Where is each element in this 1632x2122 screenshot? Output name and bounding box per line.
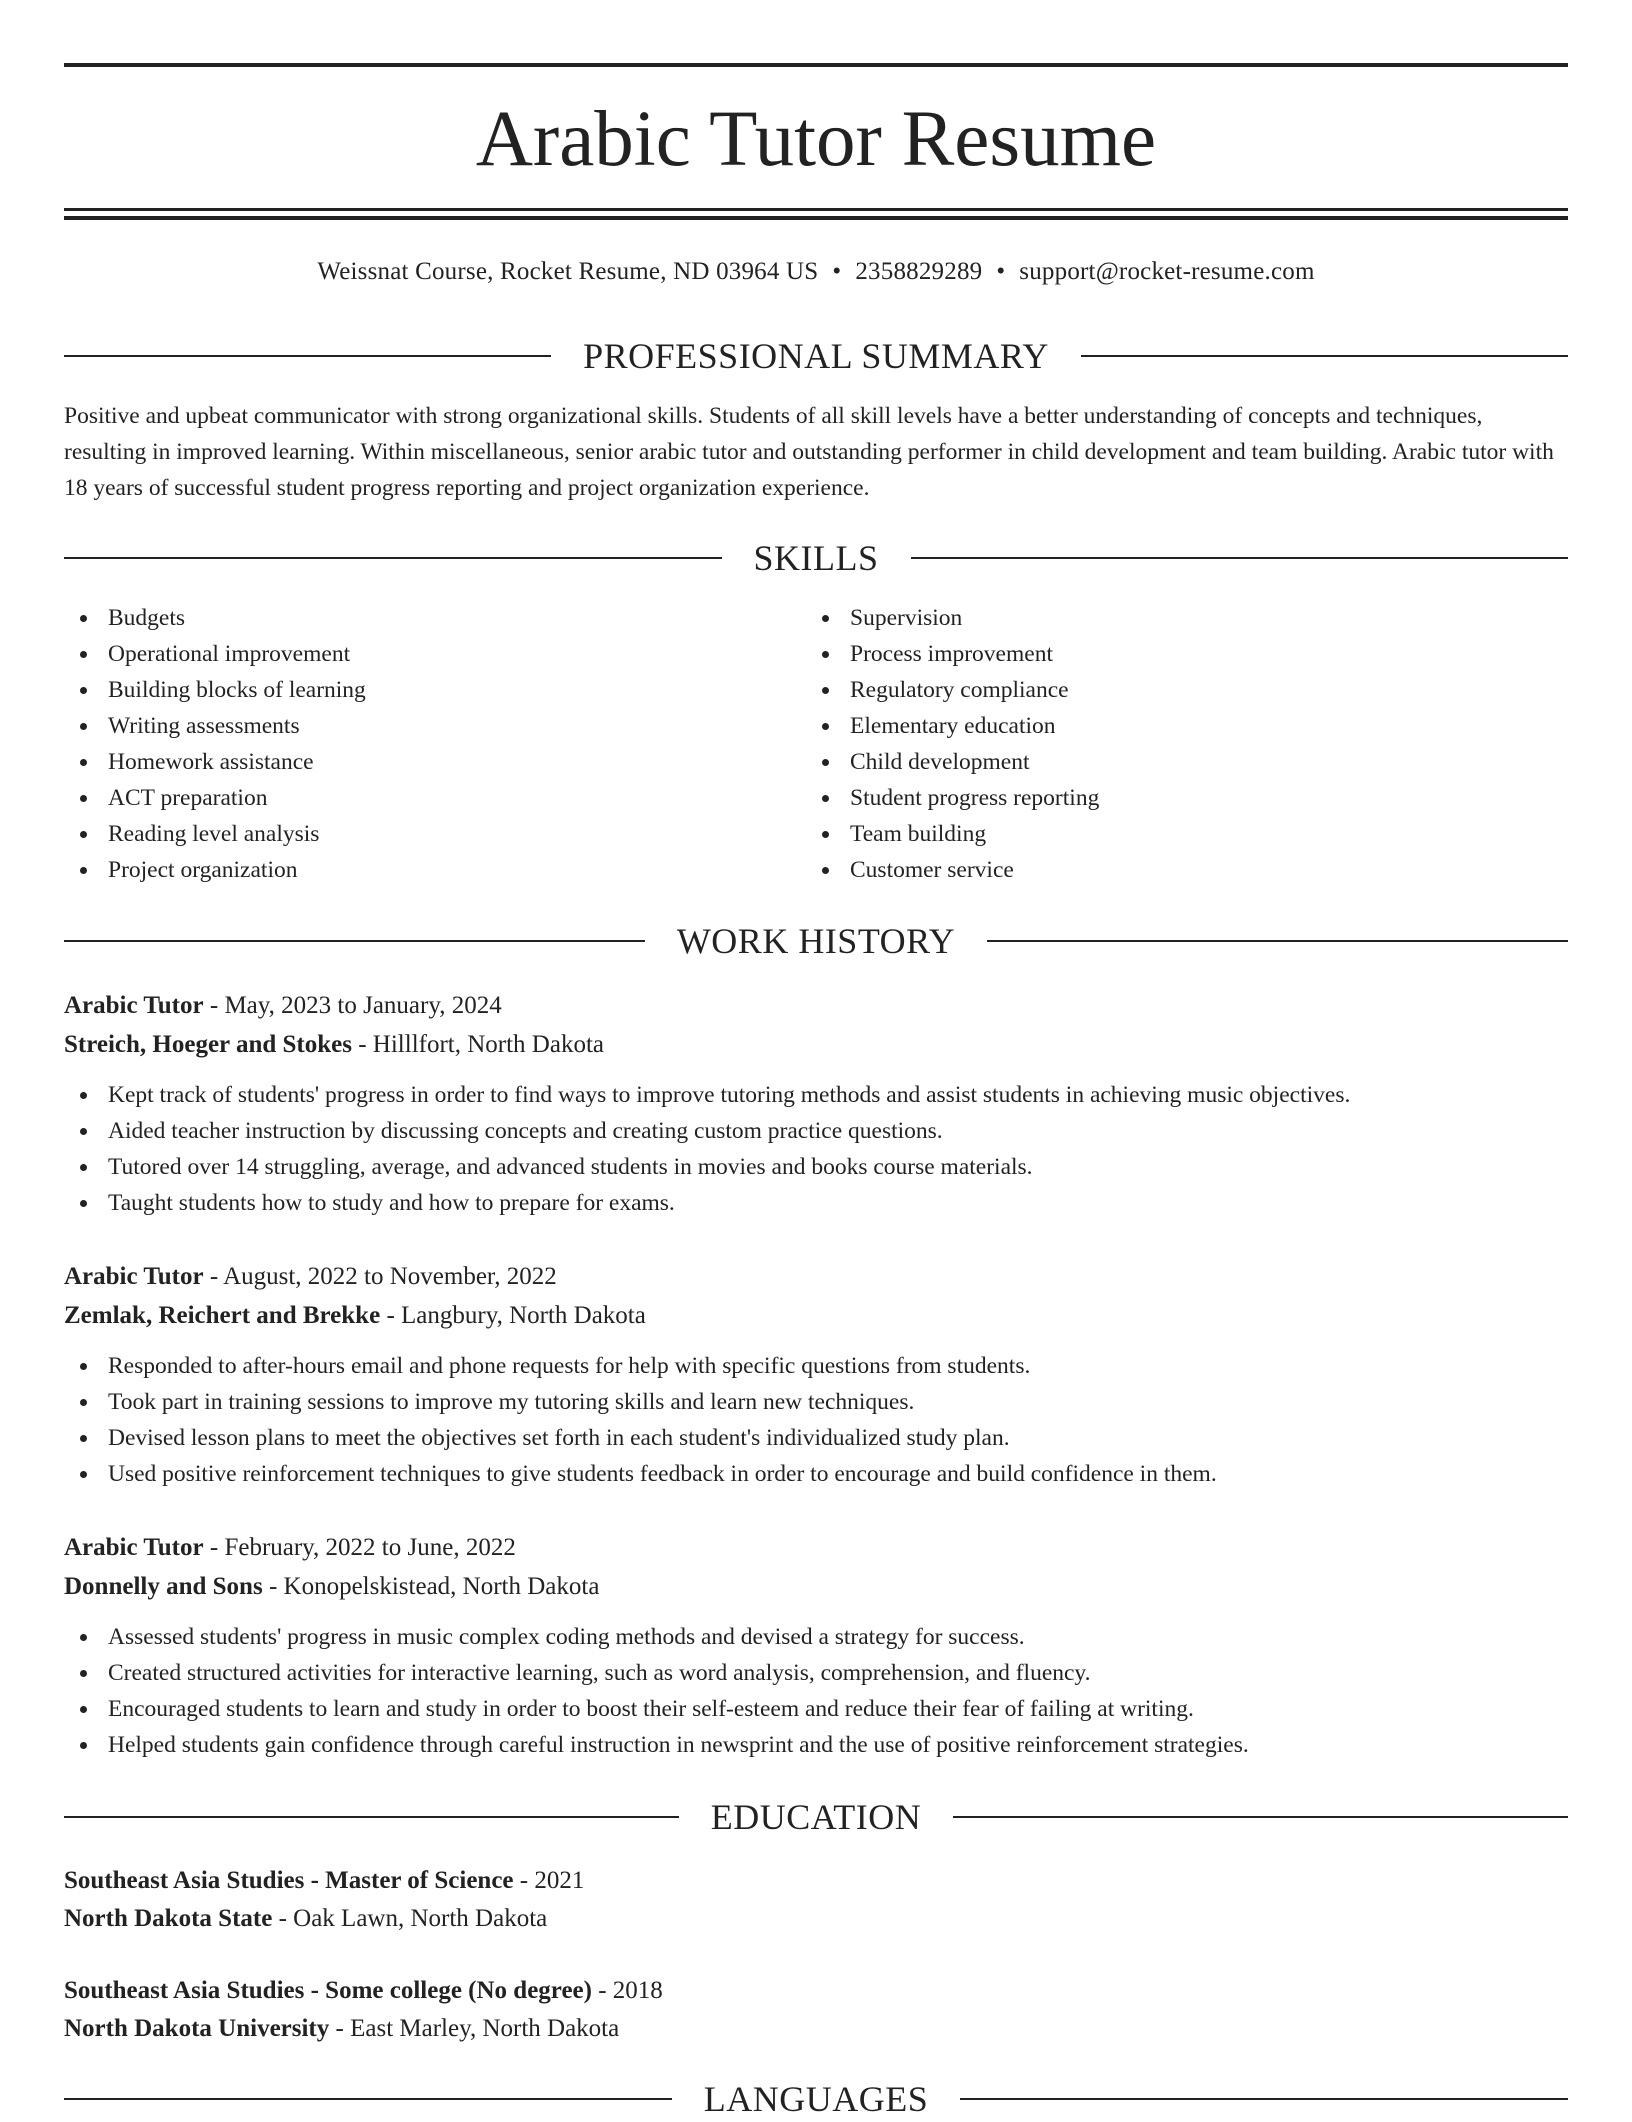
summary-heading-label: PROFESSIONAL SUMMARY (583, 336, 1049, 376)
job-title-row: Arabic Tutor - February, 2022 to June, 2022 (64, 1534, 516, 1561)
skill-item: Project organization (64, 852, 806, 888)
job-company-row: Zemlak, Reichert and Brekke - Langbury, North Dakota (64, 1302, 646, 1329)
education-year: 2018 (612, 1977, 663, 2004)
contact-address: Weissnat Course, Rocket Resume, ND 03964 US (317, 258, 819, 285)
skills-column-left (64, 600, 806, 888)
job-title: Arabic Tutor (64, 1534, 204, 1561)
education-year: 2021 (534, 1867, 585, 1894)
skills-list (64, 600, 1568, 888)
skill-item: Student progress reporting (806, 780, 1548, 816)
job-title: Arabic Tutor (64, 1263, 204, 1290)
contact-line (64, 254, 1568, 290)
contact-separator: • (832, 258, 842, 285)
skills-heading (64, 535, 1568, 581)
job-company: Donnelly and Sons (64, 1573, 263, 1600)
education-heading-label: EDUCATION (710, 1797, 922, 1837)
skill-item: Team building (806, 816, 1548, 852)
education-school: North Dakota University (64, 2015, 330, 2042)
skill-item: Elementary education (806, 708, 1548, 744)
education-school-row: North Dakota University - East Marley, North Dakota (64, 2015, 620, 2042)
education-degree: Southeast Asia Studies - Master of Science (64, 1867, 514, 1894)
skill-item: Customer service (806, 852, 1548, 888)
resume-title: Arabic Tutor Resume (475, 96, 1157, 183)
job-bullet: Encouraged students to learn and study in order to boost their self-esteem and reduce their fear of failing at writing. (64, 1691, 1568, 1727)
skills-heading-label: SKILLS (753, 538, 879, 578)
top-rule (64, 63, 1568, 67)
job-bullet: Tutored over 14 struggling, average, and advanced students in movies and books course materials. (64, 1149, 1568, 1185)
job-bullet: Used positive reinforcement techniques to give students feedback in order to encourage and build confidence in them. (64, 1456, 1568, 1492)
skill-item: Writing assessments (64, 708, 806, 744)
heading-rule (953, 1816, 1568, 1818)
job-bullet: Responded to after-hours email and phone requests for help with specific questions from students. (64, 1348, 1568, 1384)
job-title-row: Arabic Tutor - August, 2022 to November, 2022 (64, 1263, 557, 1290)
skill-item: Supervision (806, 600, 1548, 636)
job-bullet: Aided teacher instruction by discussing concepts and creating custom practice questions. (64, 1113, 1568, 1149)
heading-rule (64, 940, 645, 942)
skill-item: ACT preparation (64, 780, 806, 816)
heading-rule (64, 2098, 672, 2100)
job-company-row: Streich, Hoeger and Stokes - Hilllfort, North Dakota (64, 1031, 604, 1058)
skill-item: Building blocks of learning (64, 672, 806, 708)
education-location: East Marley, North Dakota (350, 2015, 620, 2042)
work-heading (64, 918, 1568, 964)
job-bullet: Taught students how to study and how to prepare for exams. (64, 1185, 1568, 1221)
job-location: Hilllfort, North Dakota (372, 1031, 604, 1058)
summary-heading (64, 333, 1568, 379)
education-heading (64, 1794, 1568, 1840)
education-school-row: North Dakota State - Oak Lawn, North Dakota (64, 1905, 548, 1932)
job-entry (64, 1528, 1568, 1763)
education-location: Oak Lawn, North Dakota (293, 1905, 548, 1932)
job-bullet: Took part in training sessions to improve my tutoring skills and learn new techniques. (64, 1384, 1568, 1420)
job-location: Langbury, North Dakota (401, 1302, 646, 1329)
education-school: North Dakota State (64, 1905, 273, 1932)
heading-rule (64, 1816, 679, 1818)
summary-text: Positive and upbeat communicator with strong organizational skills. Students of all skill levels have a better understanding of concepts and techniques, resulting in improved learning. Within miscellaneous, senior arabic tutor and outstanding performer in child development and team building. Arabic tutor with 18 years of successful student progress reporting and project organization experience. (64, 403, 1554, 501)
job-bullet: Helped students gain confidence through careful instruction in newsprint and the use of positive reinforcement strategies. (64, 1727, 1568, 1763)
education-degree: Southeast Asia Studies - Some college (No degree) (64, 1977, 592, 2004)
contact-phone: 2358829289 (855, 258, 983, 285)
education-entry (64, 1862, 1568, 1938)
work-heading-label: WORK HISTORY (676, 921, 956, 961)
skill-item: Regulatory compliance (806, 672, 1548, 708)
job-entry (64, 986, 1568, 1221)
job-company: Streich, Hoeger and Stokes (64, 1031, 352, 1058)
job-bullets (64, 1077, 1568, 1221)
job-bullets (64, 1348, 1568, 1492)
job-title-row: Arabic Tutor - May, 2023 to January, 2024 (64, 992, 502, 1019)
job-bullets (64, 1619, 1568, 1763)
title-double-rule (64, 208, 1568, 220)
education-degree-row: Southeast Asia Studies - Master of Science - 2021 (64, 1867, 585, 1894)
job-entry (64, 1257, 1568, 1492)
contact-email: support@rocket-resume.com (1019, 258, 1315, 285)
skill-item: Reading level analysis (64, 816, 806, 852)
job-dates: August, 2022 to November, 2022 (223, 1263, 557, 1290)
heading-rule (1081, 355, 1568, 357)
languages-heading (64, 2076, 1568, 2122)
job-company: Zemlak, Reichert and Brekke (64, 1302, 381, 1329)
languages-heading-label: LANGUAGES (703, 2079, 929, 2119)
heading-rule (987, 940, 1568, 942)
skill-item: Operational improvement (64, 636, 806, 672)
job-title: Arabic Tutor (64, 992, 204, 1019)
heading-rule (64, 557, 722, 559)
heading-rule (960, 2098, 1568, 2100)
job-company-row: Donnelly and Sons - Konopelskistead, North Dakota (64, 1573, 600, 1600)
skill-item: Process improvement (806, 636, 1548, 672)
job-dates: May, 2023 to January, 2024 (224, 992, 502, 1019)
job-bullet: Created structured activities for interactive learning, such as word analysis, comprehension, and fluency. (64, 1655, 1568, 1691)
heading-rule (64, 355, 551, 357)
education-entry (64, 1972, 1568, 2048)
skill-item: Child development (806, 744, 1548, 780)
job-dates: February, 2022 to June, 2022 (224, 1534, 516, 1561)
job-bullet: Assessed students' progress in music complex coding methods and devised a strategy for success. (64, 1619, 1568, 1655)
education-degree-row: Southeast Asia Studies - Some college (No degree) - 2018 (64, 1977, 663, 2004)
skills-column-right (806, 600, 1548, 888)
job-bullet: Devised lesson plans to meet the objectives set forth in each student's individualized study plan. (64, 1420, 1568, 1456)
job-location: Konopelskistead, North Dakota (283, 1573, 600, 1600)
heading-rule (911, 557, 1569, 559)
skill-item: Budgets (64, 600, 806, 636)
job-bullet: Kept track of students' progress in order to find ways to improve tutoring methods and assist students in achieving music objectives. (64, 1077, 1568, 1113)
contact-separator: • (996, 258, 1006, 285)
skill-item: Homework assistance (64, 744, 806, 780)
